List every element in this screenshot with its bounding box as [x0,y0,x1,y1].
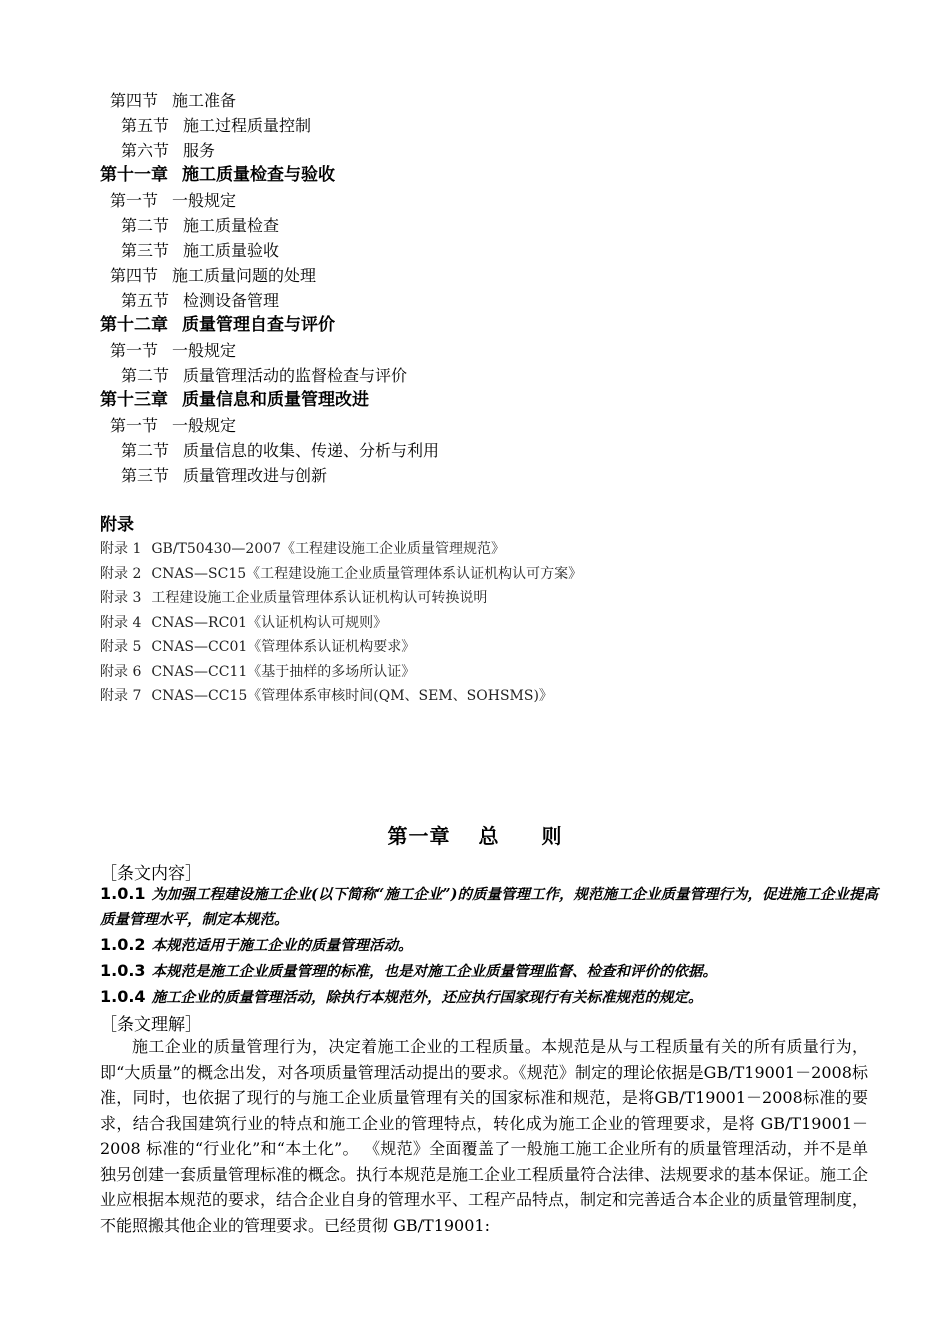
clause [100,881,880,932]
toc-section [100,413,880,438]
toc-section [100,263,880,288]
toc-title: 检测设备管理 [183,291,280,310]
toc-section [100,213,880,238]
clause-number: 1.0.2 [100,935,146,954]
toc-title: 施工质量检查与验收 [182,165,335,185]
toc-title: 质量信息的收集、传递、分析与利用 [183,441,440,460]
clause-number: 1.0.1 [100,884,146,903]
toc-title: 质量管理活动的监督检查与评价 [183,366,408,385]
clause [100,984,880,1010]
clause-number: 1.0.4 [100,987,146,1006]
chapter-number: 第一章 [387,824,451,848]
toc-title: 一般规定 [172,191,237,210]
appendix-text: CNAS—CC15《管理体系审核时间(QM、SEM、SOHSMS)》 [151,688,553,704]
clause-text: 本规范适用于施工企业的质量管理活动。 [151,937,413,954]
toc-section [100,188,880,213]
appendix-label: 附录 4 [100,614,142,631]
toc-number: 第十一章 [100,165,168,185]
toc-title: 服务 [183,141,216,160]
toc-title: 施工过程质量控制 [183,116,312,135]
toc-number: 第五节 [121,116,170,135]
toc-section [100,88,880,113]
clause [100,958,880,984]
toc-chapter [100,163,880,188]
toc-chapter [100,388,880,413]
toc-title: 质量管理自查与评价 [182,315,335,335]
toc-title: 施工质量验收 [183,241,280,260]
toc-number: 第一节 [110,191,159,210]
appendix-item [100,660,880,685]
toc-section [100,288,880,313]
toc-number: 第三节 [121,466,170,485]
toc-title: 质量信息和质量管理改进 [182,390,369,410]
appendix-item [100,611,880,636]
toc-number: 第十三章 [100,390,168,410]
toc-section [100,338,880,363]
toc-title: 质量管理改进与创新 [183,466,328,485]
chapter-title-word-1: 总 [478,824,500,848]
toc-title: 施工质量问题的处理 [172,266,317,285]
toc-number: 第六节 [121,141,170,160]
toc-section [100,463,880,488]
clause-text: 施工企业的质量管理活动，除执行本规范外，还应执行国家现行有关标准规范的规定。 [151,989,703,1006]
toc-section [100,438,880,463]
appendix-text: 工程建设施工企业质量管理体系认证机构认可转换说明 [151,590,488,606]
toc-title: 一般规定 [172,341,237,360]
toc-number: 第五节 [121,291,170,310]
appendix-item [100,635,880,660]
clause-text: 为加强工程建设施工企业(以下简称“施工企业”)的质量管理工作，规范施工企业质量管理行为，促进施工企业提高质量管理水平，制定本规范。 [100,886,878,928]
toc-number: 第四节 [110,266,159,285]
appendix-item [100,537,880,562]
table-of-contents [100,88,880,488]
toc-title: 一般规定 [172,416,237,435]
toc-section [100,113,880,138]
chapter-title [0,820,950,849]
clause-number: 1.0.3 [100,961,146,980]
toc-number: 第二节 [121,366,170,385]
toc-number: 第十二章 [100,315,168,335]
appendix-text: CNAS—CC01《管理体系认证机构要求》 [151,639,416,655]
appendix-text: CNAS—RC01《认证机构认可规则》 [151,614,388,631]
clause-text: 本规范是施工企业质量管理的标准，也是对施工企业质量管理监督、检查和评价的依据。 [151,963,718,980]
appendix-text: GB/T50430—2007《工程建设施工企业质量管理规范》 [151,541,506,557]
appendix-label: 附录 1 [100,541,142,557]
appendix-label: 附录 7 [100,688,142,704]
toc-section [100,238,880,263]
appendix-item [100,562,880,587]
toc-number: 第四节 [110,91,159,110]
appendix-label: 附录 3 [100,590,142,606]
toc-number: 第二节 [121,216,170,235]
understanding-paragraph: 施工企业的质量管理行为，决定着施工企业的工程质量。本规范是从与工程质量有关的所有质量行为，即“大质量”的概念出发，对各项质量管理活动提出的要求。《规范》制定的理论依据是GB/T19001－2008标准，同时，也依据了现行的与施工企业质量管理有关的国家标准和规范，是将GB/T19001－2008标准的要求，结合我国建筑行业的特点和施工企业的管理特点，转化成为施工企业的管理要求，是将 GB/T19001－2008 标准的“行业化”和“本土化”。 《规范》全面覆盖了一般施工施工企业所有的质量管理活动，并不是单独另创建一套质量管理标准的概念。执行本规范是施工企业工程质量符合法律、法规要求的基本保证。施工企业应根据本规范的要求，结合企业自身的管理水平、工程产品特点，制定和完善适合本企业的质量管理制度，不能照搬其他企业的管理要求。已经贯彻 GB/T19001: [100,1037,869,1235]
appendix-label: 附录 2 [100,565,142,582]
appendix-text: CNAS—CC11《基于抽样的多场所认证》 [151,663,416,680]
appendix-text: CNAS—SC15《工程建设施工企业质量管理体系认证机构认可方案》 [151,565,583,582]
clause-content-label: ［条文内容］ [100,864,202,884]
clause-list [100,881,880,1010]
toc-chapter [100,313,880,338]
clause-understanding-label: ［条文理解］ [100,1015,202,1035]
toc-section [100,138,880,163]
appendix-heading: 附录 [100,515,134,535]
appendix-label: 附录 5 [100,639,142,655]
toc-title: 施工质量检查 [183,216,280,235]
toc-number: 第一节 [110,416,159,435]
appendix-item [100,684,880,709]
appendix-label: 附录 6 [100,663,142,680]
toc-title: 施工准备 [172,91,237,110]
appendix-item [100,586,880,611]
clause [100,932,880,958]
toc-number: 第二节 [121,441,170,460]
chapter-title-word-2: 则 [541,824,563,848]
toc-number: 第一节 [110,341,159,360]
toc-number: 第三节 [121,241,170,260]
appendix-list [100,537,880,709]
toc-section [100,363,880,388]
